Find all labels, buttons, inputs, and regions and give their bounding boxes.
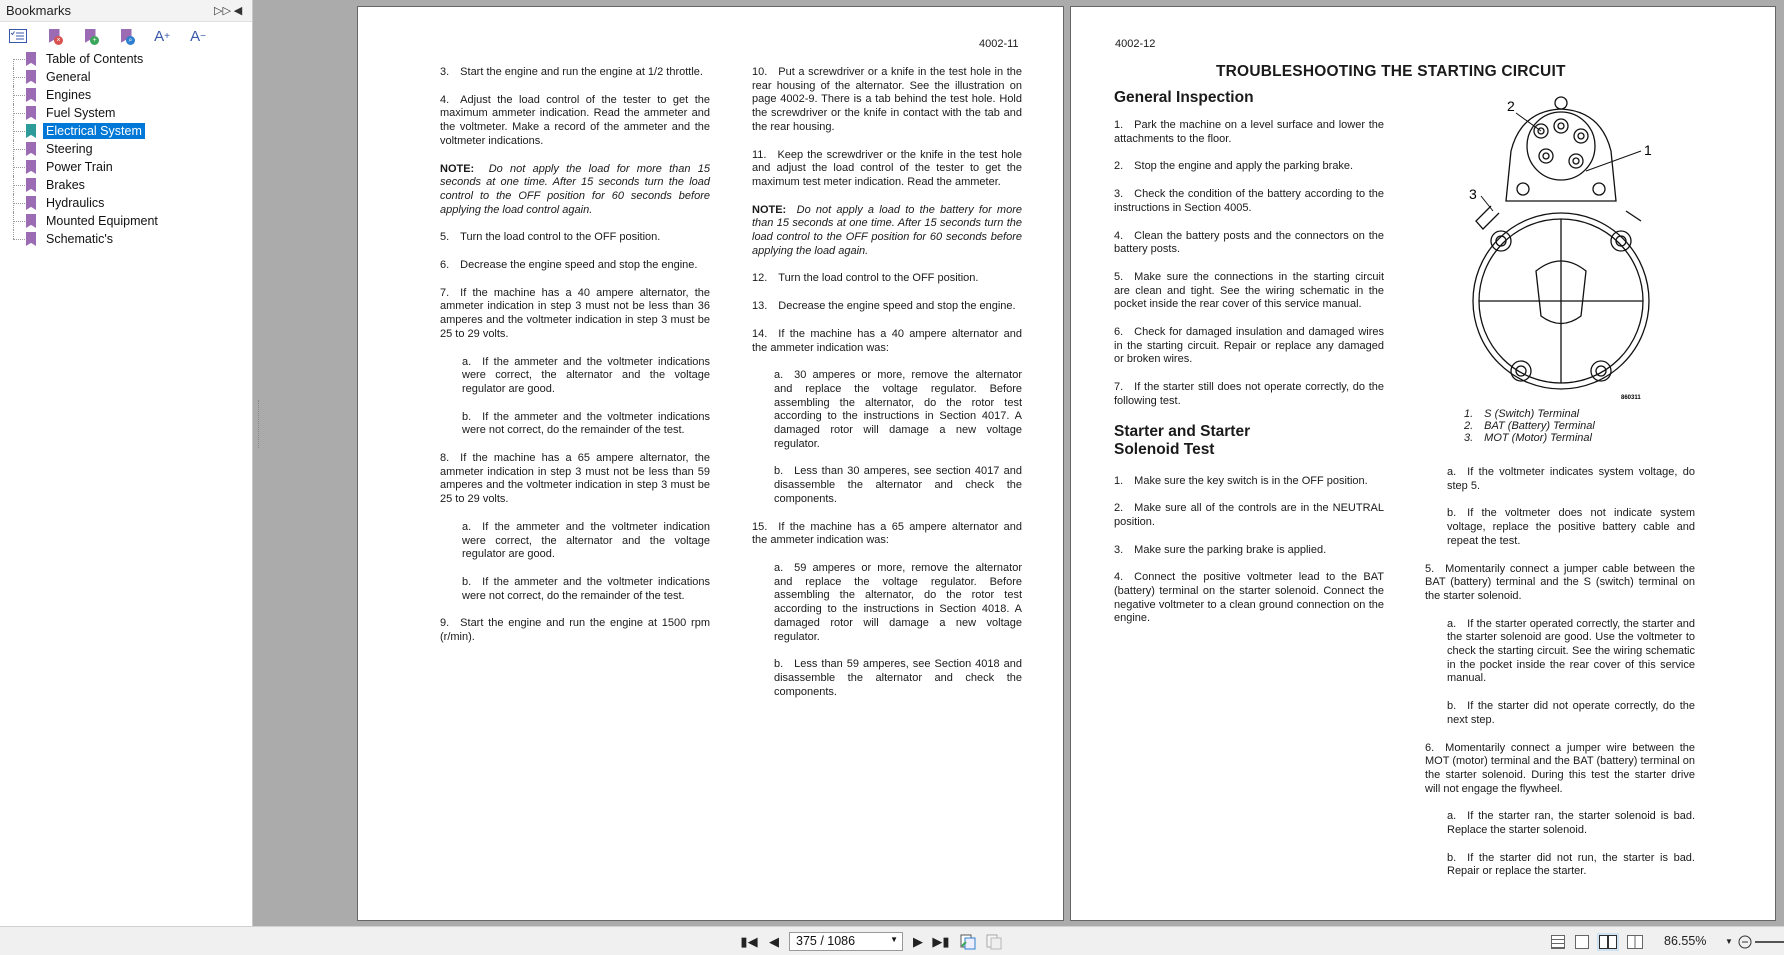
- paragraph: 3. Make sure the parking brake is applied.: [1114, 543, 1327, 556]
- paragraph: 5. Make sure the connections in the starting circuit are clean and tight. See the wiring schematic in the pocket inside the rear cover of this service manual.: [1114, 270, 1384, 311]
- paragraph: a. If the starter ran, the starter solenoid is bad. Replace the starter solenoid.: [1447, 810, 1695, 837]
- bookmark-icon: [26, 232, 36, 246]
- paragraph: 14. If the machine has a 40 ampere alternator and the ammeter indication was:: [752, 327, 1022, 354]
- bookmark-label: General: [46, 70, 91, 84]
- previous-page-icon[interactable]: ◀: [769, 933, 779, 949]
- navigation-bar: [0, 926, 1784, 955]
- paragraph: 5. Turn the load control to the OFF position.: [440, 231, 661, 244]
- next-page-icon[interactable]: ▶: [913, 933, 923, 949]
- paragraph: 6. Momentarily connect a jumper wire between the MOT (motor) terminal and the BAT (battery) terminal on the starter solenoid. During this test the starter drive will not engage the flywheel.: [1425, 741, 1695, 795]
- callout-1: 1: [1644, 142, 1652, 158]
- zoom-out-icon[interactable]: [1737, 933, 1753, 950]
- text-column-2: [1425, 466, 1695, 893]
- paragraph: 11. Keep the screwdriver or the knife in the test hole and adjust the load control of the tester to get the maximum test meter indication. Read the ammeter.: [752, 148, 1022, 188]
- bookmark-icon: [26, 196, 36, 210]
- paragraph: a. If the ammeter and the voltmeter indication were correct, the alternator and the voltage regulator are good.: [462, 520, 710, 561]
- callout-3: 3: [1469, 186, 1477, 202]
- continuous-view-icon[interactable]: [1575, 935, 1589, 949]
- bookmark-options-icon[interactable]: [8, 27, 28, 45]
- bookmark-item-table-of-contents[interactable]: [0, 50, 252, 68]
- bookmark-icon: [26, 160, 36, 174]
- note-label: NOTE:: [440, 162, 475, 175]
- paragraph: 15. If the machine has a 65 ampere alternator and the ammeter indication was:: [752, 520, 1022, 547]
- paragraph: b. If the voltmeter does not indicate system voltage, replace the positive battery cable and repeat the test.: [1447, 507, 1695, 547]
- bookmark-item-brakes[interactable]: [0, 176, 252, 194]
- bookmark-label: Steering: [46, 142, 93, 156]
- paragraph: a. 59 amperes or more, remove the alternator and replace the voltage regulator. Before assembling the alternator, do the rotor test according to the instructions in Section 4018. A damaged rotor will damage a new voltage regulator.: [774, 561, 1022, 643]
- collapse-panel-icon[interactable]: ◀: [233, 5, 243, 17]
- callout-2: 2: [1507, 98, 1515, 114]
- note: [752, 204, 1022, 259]
- paragraph: b. If the starter did not run, the starter is bad. Repair or replace the starter.: [1447, 851, 1695, 878]
- figure-legend: [1464, 408, 1595, 444]
- bookmark-label: Hydraulics: [46, 196, 105, 210]
- paragraph: 4. Adjust the load control of the tester to get the maximum ammeter indication. Read the ammeter and the voltmeter. Make a record of the ammeter and the voltmeter indications.: [440, 93, 710, 147]
- figure-id: 860311: [1621, 395, 1641, 401]
- paragraph: b. Less than 59 amperes, see Section 4018 and disassemble the alternator and check the components.: [774, 658, 1022, 698]
- add-bookmark-icon[interactable]: +: [80, 27, 100, 45]
- page-number-input[interactable]: [789, 932, 903, 951]
- bookmark-icon: [26, 142, 36, 156]
- page-indicator: 375 / 1086: [796, 934, 856, 948]
- paragraph: 6. Check for damaged insulation and damaged wires in the starting circuit. Repair or replace any damaged or broken wires.: [1114, 326, 1384, 366]
- section-heading: [1114, 423, 1384, 459]
- paragraph: 8. If the machine has a 65 ampere alternator, the ammeter indication in step 3 must not be less than 59 amperes and the voltmeter indication in step 3 must be 25 to 29 volts.: [440, 452, 710, 506]
- two-page-view-icon[interactable]: [1599, 935, 1617, 949]
- paragraph: b. If the ammeter and the voltmeter indications were not correct, do the remainder of the test.: [462, 410, 710, 437]
- paragraph: 4. Connect the positive voltmeter lead to the BAT (battery) terminal on the starter solenoid. Connect the negative voltmeter to a clean ground connection on the engine.: [1114, 571, 1384, 625]
- single-page-view-icon[interactable]: [1551, 935, 1565, 949]
- paragraph: 7. If the starter still does not operate correctly, do the following test.: [1114, 381, 1384, 407]
- page-number: 4002-11: [979, 38, 1019, 50]
- zoom-dropdown-icon[interactable]: ▼: [1725, 937, 1733, 946]
- paragraph: b. Less than 30 amperes, see section 4017 and disassemble the alternator and check the components.: [774, 465, 1022, 505]
- bookmarks-toolbar: [0, 22, 252, 50]
- bookmark-label: Mounted Equipment: [46, 214, 158, 228]
- paragraph: b. If the starter did not operate correctly, do the next step.: [1447, 700, 1695, 726]
- chevron-down-icon[interactable]: ▼: [890, 935, 898, 944]
- document-page-right: [1070, 6, 1776, 921]
- bookmark-icon: [26, 178, 36, 192]
- paragraph: a. 30 amperes or more, remove the alternator and replace the voltage regulator. Before assembling the alternator, do the rotor test according to the instructions in Section 4017. A damaged rotor will damage a new voltage regulator.: [774, 369, 1022, 450]
- bookmark-label: Fuel System: [46, 106, 116, 120]
- bookmark-item-hydraulics[interactable]: [0, 194, 252, 212]
- two-page-continuous-view-icon[interactable]: [1627, 935, 1643, 949]
- paragraph: a. If the ammeter and the voltmeter indications were correct, the alternator and the voltage regulator are good.: [462, 355, 710, 395]
- bookmark-icon: [26, 214, 36, 228]
- paragraph: 12. Turn the load control to the OFF position.: [752, 272, 979, 285]
- delete-bookmark-icon[interactable]: ×: [44, 27, 64, 45]
- bookmark-item-fuel-system[interactable]: [0, 104, 252, 122]
- bookmark-icon: [26, 106, 36, 120]
- paragraph: 6. Decrease the engine speed and stop the engine.: [440, 259, 698, 272]
- starter-solenoid-figure: [1451, 91, 1671, 411]
- note-text: Do not apply the load for more than 15 seconds at one time. After 15 seconds turn the load control to the OFF position for 60 seconds before applying the load control again.: [440, 162, 710, 216]
- bookmark-item-steering[interactable]: [0, 140, 252, 158]
- bookmarks-header: [0, 0, 252, 22]
- text-column-2: [752, 66, 1022, 713]
- paragraph: a. If the voltmeter indicates system voltage, do step 5.: [1447, 466, 1695, 492]
- legend-item: 1. S (Switch) Terminal: [1464, 408, 1580, 420]
- paragraph: 13. Decrease the engine speed and stop the engine.: [752, 300, 1016, 313]
- text-column-1: [1114, 89, 1384, 640]
- section-heading: General Inspection: [1114, 89, 1254, 106]
- paragraph: 9. Start the engine and run the engine at 1500 rpm (r/min).: [440, 617, 710, 644]
- bookmark-icon: [26, 52, 36, 66]
- zoom-level[interactable]: 86.55%: [1664, 934, 1707, 948]
- bookmark-item-mounted-equipment[interactable]: [0, 212, 252, 230]
- decrease-text-size-icon[interactable]: A −: [190, 27, 206, 45]
- bookmark-tree: [0, 50, 252, 248]
- paragraph: 3. Check the condition of the battery according to the instructions in Section 4005.: [1114, 188, 1384, 214]
- bookmark-label: Electrical System: [43, 123, 145, 139]
- legend-item: 2. BAT (Battery) Terminal: [1464, 420, 1595, 432]
- bookmark-icon: [26, 124, 36, 138]
- paragraph: a. If the starter operated correctly, the starter and the starter solenoid are good. Use the voltmeter to check the starting circuit. See the wiring schematic in the pocket inside the rear cover of this service manual.: [1447, 617, 1695, 685]
- bookmark-label: Power Train: [46, 160, 113, 174]
- bookmark-item-schematics[interactable]: [0, 230, 252, 248]
- bookmark-label: Table of Contents: [46, 52, 144, 66]
- panel-splitter[interactable]: [258, 400, 261, 448]
- bookmark-item-electrical-system[interactable]: [0, 122, 252, 140]
- paragraph: 7. If the machine has a 40 ampere alternator, the ammeter indication in step 3 must not be less than 36 amperes and the voltmeter indication in step 3 must be 25 to 29 volts.: [440, 286, 710, 340]
- bookmarks-title: Bookmarks: [6, 3, 72, 18]
- last-page-icon[interactable]: ▶▮: [932, 933, 950, 949]
- bookmark-icon: [26, 70, 36, 84]
- bookmarks-panel: [0, 0, 253, 926]
- paragraph: 2. Make sure all of the controls are in the NEUTRAL position.: [1114, 502, 1384, 528]
- bookmark-label: Schematic's: [46, 232, 113, 246]
- bookmark-item-engines[interactable]: [0, 86, 252, 104]
- note-label: NOTE:: [752, 203, 787, 216]
- paragraph: 1. Park the machine on a level surface and lower the attachments to the floor.: [1114, 119, 1384, 145]
- paragraph: 3. Start the engine and run the engine at 1/2 throttle.: [440, 66, 703, 78]
- view-previous-icon[interactable]: [958, 933, 978, 950]
- increase-text-size-icon[interactable]: A +: [154, 27, 170, 45]
- note: [440, 163, 710, 218]
- section-heading-line2: Solenoid Test: [1114, 440, 1215, 458]
- text-column-1: [440, 66, 710, 659]
- paragraph: b. If the ammeter and the voltmeter indications were not correct, do the remainder of the test.: [462, 575, 710, 602]
- bookmark-item-general[interactable]: [0, 68, 252, 86]
- find-bookmark-icon[interactable]: ⌕: [116, 27, 136, 45]
- view-next-icon[interactable]: [984, 933, 1004, 950]
- note-text: Do not apply a load to the battery for more than 15 seconds at one time. After 15 seconds turn the load control to the OFF position for 60 seconds before applying the load again.: [752, 203, 1022, 257]
- section-heading-line1: Starter and Starter: [1114, 422, 1251, 440]
- bookmark-label: Brakes: [46, 178, 85, 192]
- paragraph: 10. Put a screwdriver or a knife in the test hole in the rear housing of the alternator. See the illustration on page 4002-9. There is a tab behind the test hole. Hold the screwdriver or the knife in contact with the tab and the rear housing.: [752, 66, 1022, 133]
- document-page-left: [357, 6, 1064, 921]
- paragraph: 4. Clean the battery posts and the connectors on the battery posts.: [1114, 229, 1384, 256]
- legend-item: 3. MOT (Motor) Terminal: [1464, 432, 1592, 444]
- expand-panel-icon[interactable]: ▷▷: [214, 5, 231, 17]
- bookmark-item-power-train[interactable]: [0, 158, 252, 176]
- paragraph: 2. Stop the engine and apply the parking brake.: [1114, 160, 1354, 173]
- paragraph: 1. Make sure the key switch is in the OFF position.: [1114, 474, 1368, 487]
- page-heading: TROUBLESHOOTING THE STARTING CIRCUIT: [1216, 63, 1566, 80]
- bookmark-label: Engines: [46, 88, 92, 102]
- zoom-slider[interactable]: [1755, 933, 1784, 950]
- paragraph: 5. Momentarily connect a jumper cable between the BAT (battery) terminal and the S (switch) terminal on the starter solenoid.: [1425, 562, 1695, 602]
- bookmark-icon: [26, 88, 36, 102]
- page-number: 4002-12: [1115, 38, 1156, 50]
- first-page-icon[interactable]: ▮◀: [740, 933, 758, 949]
